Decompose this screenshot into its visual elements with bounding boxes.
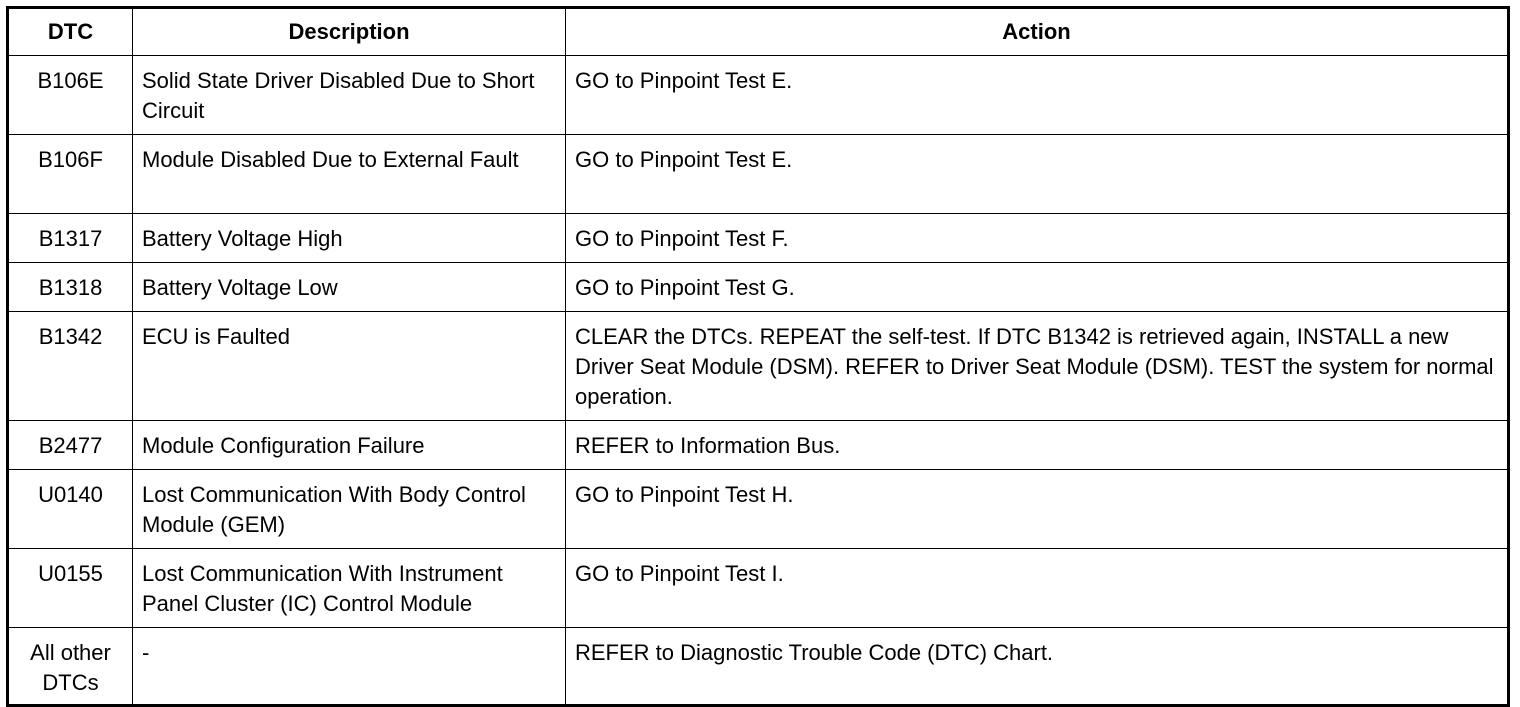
table-row <box>8 312 1509 421</box>
header-description: Description <box>133 8 566 56</box>
dtc-description: Solid State Driver Disabled Due to Short Circuit <box>133 56 566 135</box>
dtc-table <box>6 6 1510 707</box>
dtc-action: GO to Pinpoint Test E. <box>566 135 1509 214</box>
dtc-description: Battery Voltage High <box>133 214 566 263</box>
dtc-code: B106F <box>8 135 133 214</box>
header-action: Action <box>566 8 1509 56</box>
table-row <box>8 214 1509 263</box>
dtc-description: - <box>133 628 566 706</box>
header-dtc: DTC <box>8 8 133 56</box>
dtc-action: REFER to Information Bus. <box>566 421 1509 470</box>
table-row <box>8 421 1509 470</box>
dtc-action: GO to Pinpoint Test F. <box>566 214 1509 263</box>
table-row <box>8 135 1509 214</box>
dtc-code: B1317 <box>8 214 133 263</box>
dtc-description: Lost Communication With Body Control Module (GEM) <box>133 470 566 549</box>
dtc-description: Module Configuration Failure <box>133 421 566 470</box>
dtc-code: B2477 <box>8 421 133 470</box>
dtc-code: B106E <box>8 56 133 135</box>
header-row <box>8 8 1509 56</box>
table-row <box>8 628 1509 706</box>
dtc-action: REFER to Diagnostic Trouble Code (DTC) Chart. <box>566 628 1509 706</box>
dtc-code: B1318 <box>8 263 133 312</box>
table-row <box>8 56 1509 135</box>
dtc-action: GO to Pinpoint Test H. <box>566 470 1509 549</box>
dtc-code: U0155 <box>8 549 133 628</box>
dtc-description: ECU is Faulted <box>133 312 566 421</box>
dtc-action: CLEAR the DTCs. REPEAT the self-test. If DTC B1342 is retrieved again, INSTALL a new Driver Seat Module (DSM). REFER to Driver Seat Module (DSM). TEST the system for normal operation. <box>566 312 1509 421</box>
table-row <box>8 263 1509 312</box>
dtc-description: Battery Voltage Low <box>133 263 566 312</box>
dtc-code: U0140 <box>8 470 133 549</box>
dtc-description: Module Disabled Due to External Fault <box>133 135 566 214</box>
dtc-description: Lost Communication With Instrument Panel Cluster (IC) Control Module <box>133 549 566 628</box>
table-header <box>8 8 1509 56</box>
table-row <box>8 470 1509 549</box>
table-body <box>8 56 1509 706</box>
dtc-code: All other DTCs <box>8 628 133 706</box>
dtc-action: GO to Pinpoint Test I. <box>566 549 1509 628</box>
dtc-action: GO to Pinpoint Test E. <box>566 56 1509 135</box>
dtc-code: B1342 <box>8 312 133 421</box>
dtc-action: GO to Pinpoint Test G. <box>566 263 1509 312</box>
table-row <box>8 549 1509 628</box>
